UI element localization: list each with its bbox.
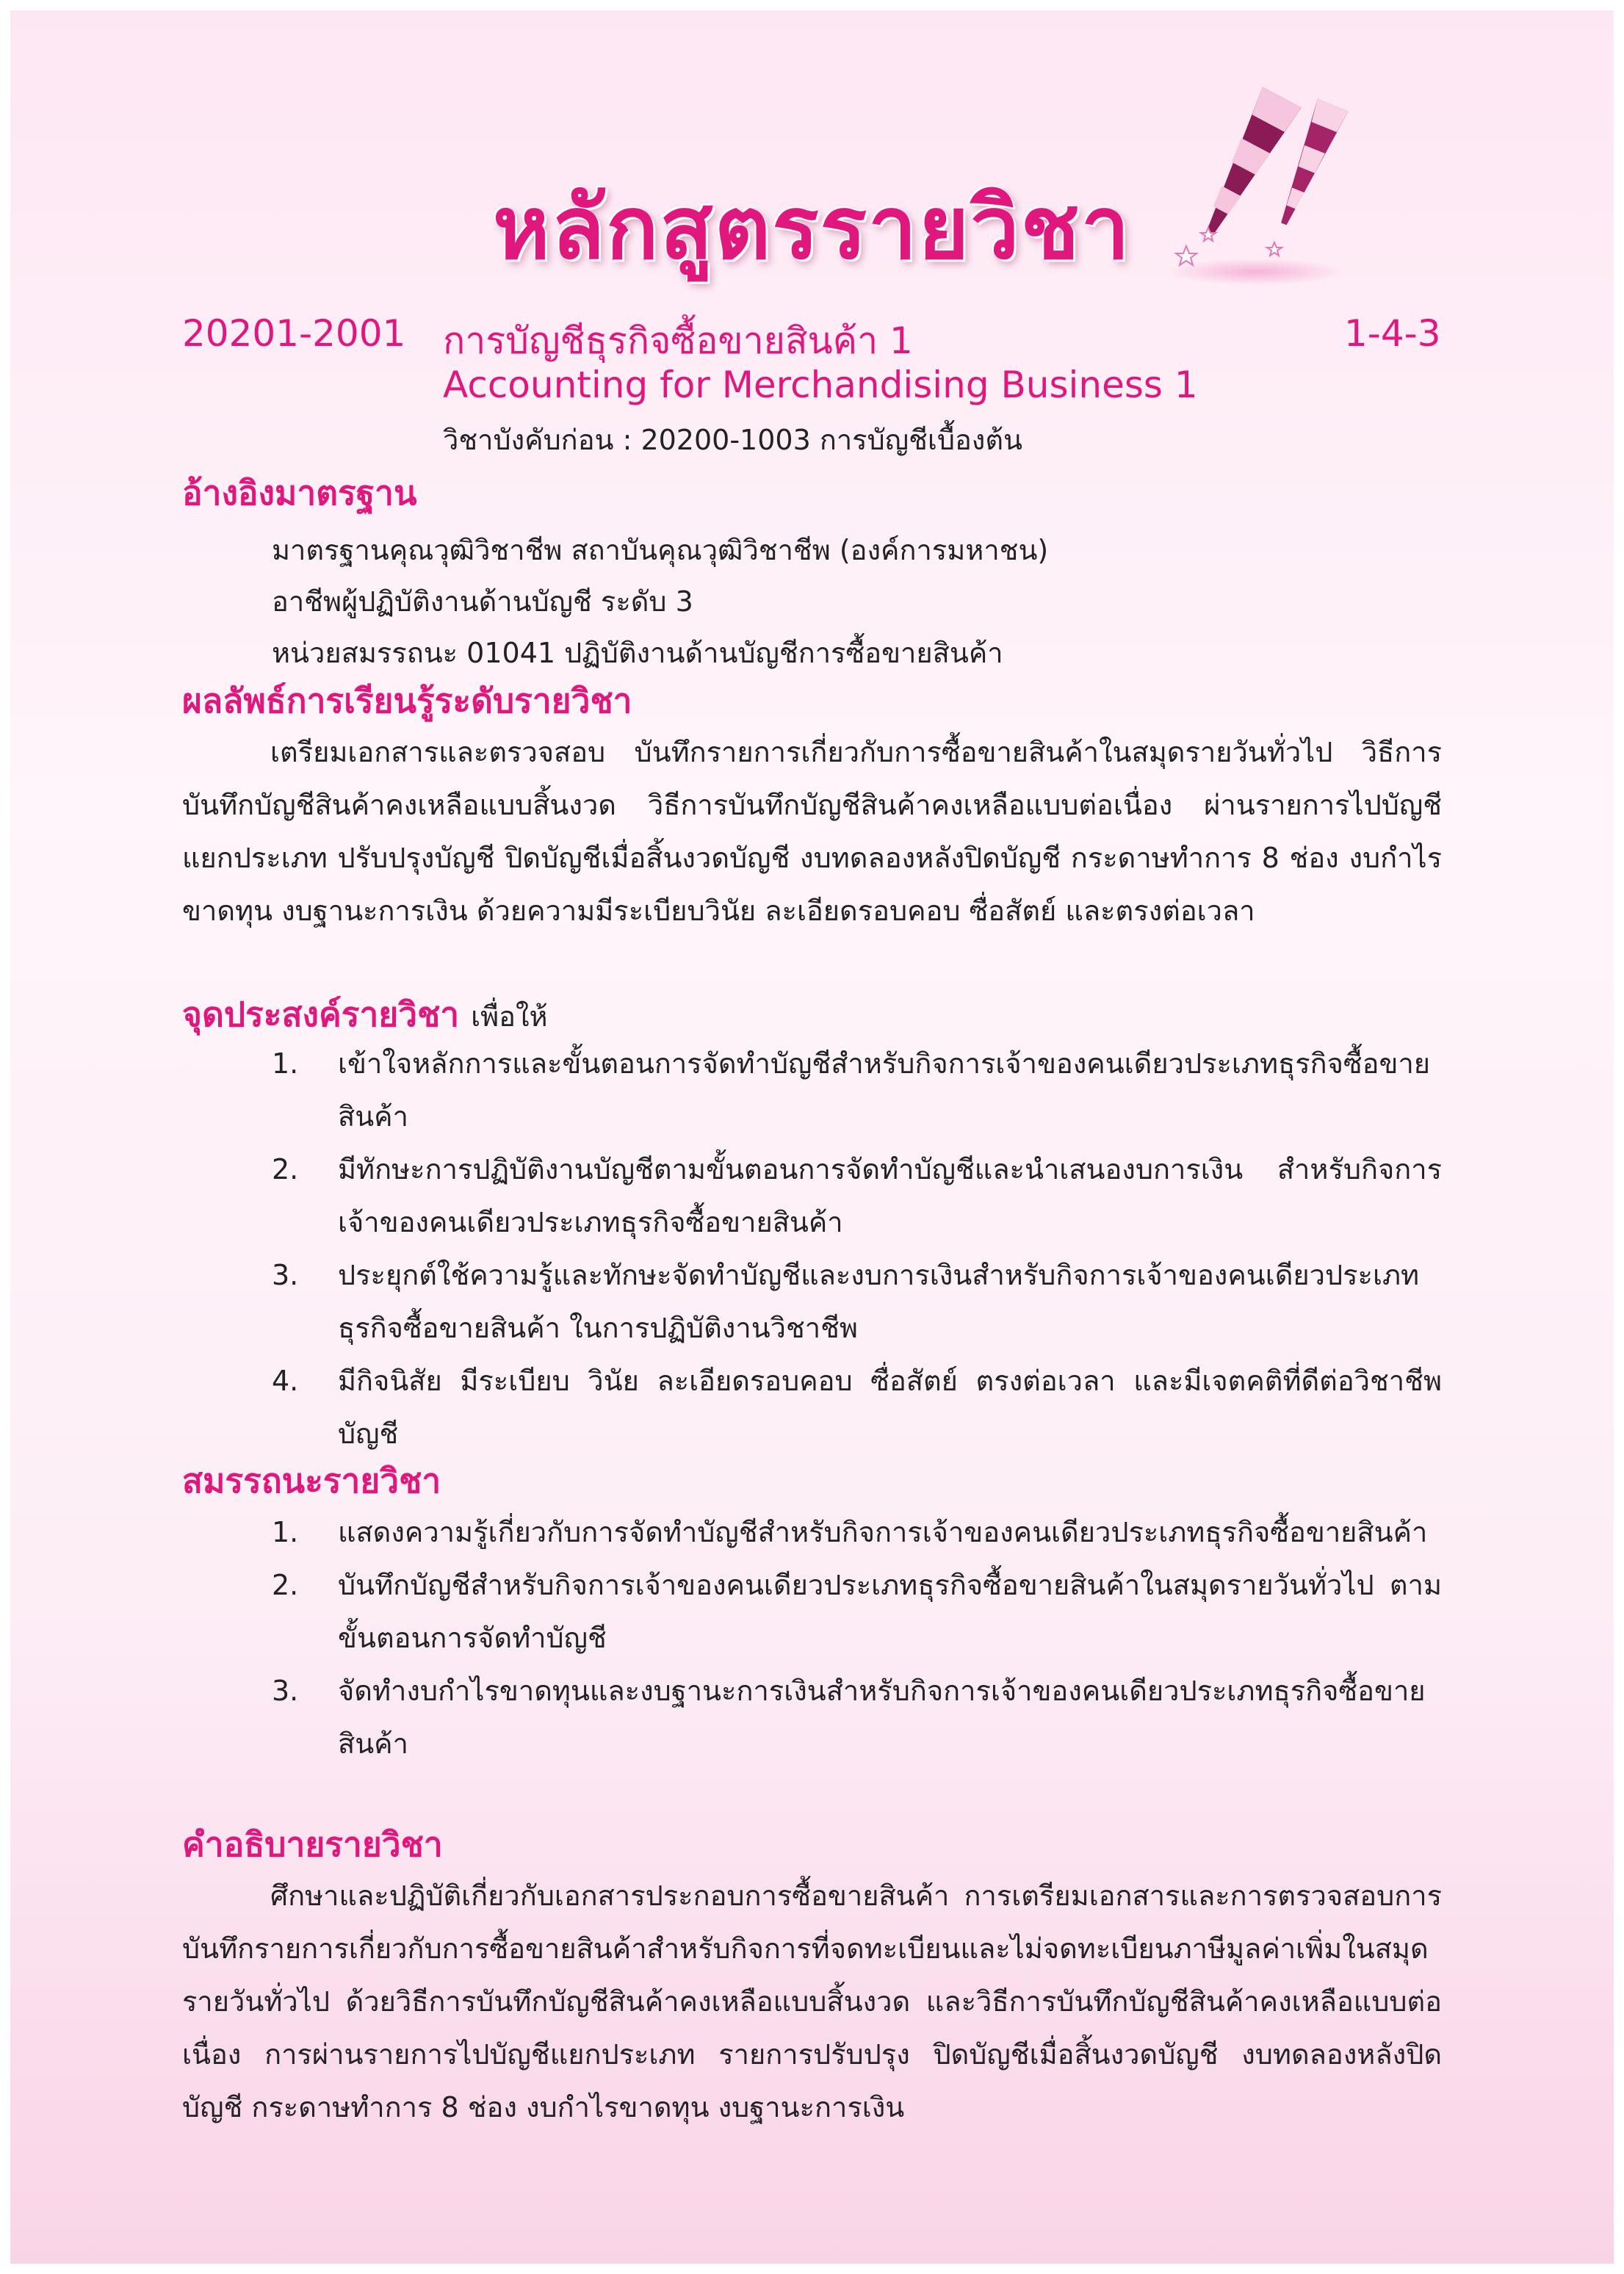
objectives-heading (182, 988, 548, 1042)
objective-text: ประยุกต์ใช้ความรู้และทักษะจัดทำบัญชีและงบการเงินสำหรับกิจการเจ้าของคนเดียวประเภทธุรกิจซื้อขายสินค้า ในการปฏิบัติงานวิชาชีพ (338, 1259, 1420, 1344)
objective-item (272, 1249, 1442, 1354)
competency-item (272, 1664, 1442, 1770)
competency-item (272, 1506, 1442, 1559)
competency-item (272, 1559, 1442, 1664)
description-heading: คำอธิบายรายวิชา (182, 1824, 443, 1864)
course-title-th: การบัญชีธุรกิจซื้อขายสินค้า 1 (443, 320, 913, 362)
objectives-heading-text: จุดประสงค์รายวิชา (182, 995, 460, 1034)
objective-number: 3. (272, 1259, 299, 1291)
objective-item (272, 1037, 1442, 1143)
outcomes-heading: ผลลัพธ์การเรียนรู้ระดับรายวิชา (182, 681, 632, 721)
objective-item (272, 1354, 1442, 1460)
objective-text: มีกิจนิสัย มีระเบียบ วินัย ละเอียดรอบคอบ ซื่อสัตย์ ตรงต่อเวลา และมีเจตคติที่ดีต่อวิชาชีพบัญชี (338, 1365, 1442, 1450)
standards-heading: อ้างอิงมาตรฐาน (182, 473, 417, 513)
objective-text: เข้าใจหลักการและขั้นตอนการจัดทำบัญชีสำหรับกิจการเจ้าของคนเดียวประเภทธุรกิจซื้อขายสินค้า (338, 1047, 1431, 1133)
standard-line-2: อาชีพผู้ปฏิบัติงานด้านบัญชี ระดับ 3 (272, 585, 693, 618)
competency-number: 1. (272, 1516, 299, 1548)
competency-text: จัดทำงบกำไรขาดทุนและงบฐานะการเงินสำหรับกิจการเจ้าของคนเดียวประเภทธุรกิจซื้อขายสินค้า (338, 1675, 1426, 1760)
outcomes-paragraph: เตรียมเอกสารและตรวจสอบ บันทึกรายการเกี่ยวกับการซื้อขายสินค้าในสมุดรายวันทั่วไป วิธีการบันทึกบัญชีสินค้าคงเหลือแบบสิ้นงวด วิธีการบันทึกบัญชีสินค้าคงเหลือแบบต่อเนื่อง ผ่านรายการไปบัญชีแยกประเภท ปรับปรุงบัญชี ปิดบัญชีเมื่อสิ้นงวดบัญชี งบทดลองหลังปิดบัญชี กระดาษทำการ 8 ช่อง งบกำไรขาดทุน งบฐานะการเงิน ด้วยความมีระเบียบวินัย ละเอียดรอบคอบ ซื่อสัตย์ และตรงต่อเวลา (182, 736, 1442, 927)
standard-line-1: มาตรฐานคุณวุฒิวิชาชีพ สถาบันคุณวุฒิวิชาชีพ (องค์การมหาชน) (272, 534, 1049, 566)
course-credits: 1-4-3 (1344, 312, 1441, 355)
objective-number: 1. (272, 1047, 299, 1080)
course-code: 20201-2001 (182, 312, 406, 355)
objectives-list (272, 1037, 1442, 1460)
prerequisite: วิชาบังคับก่อน : 20200-1003 การบัญชีเบื้องต้น (443, 424, 1023, 456)
standard-line-3: หน่วยสมรรถนะ 01041 ปฏิบัติงานด้านบัญชีการซื้อขายสินค้า (272, 637, 1003, 669)
competency-number: 2. (272, 1569, 299, 1601)
objective-text: มีทักษะการปฏิบัติงานบัญชีตามขั้นตอนการจัดทำบัญชีและนำเสนองบการเงิน สำหรับกิจการเจ้าของคนเดียวประเภทธุรกิจซื้อขายสินค้า (338, 1153, 1442, 1238)
competency-number: 3. (272, 1675, 299, 1707)
objectives-suffix: เพื่อให้ (471, 1000, 548, 1033)
objective-number: 4. (272, 1365, 299, 1397)
objective-number: 2. (272, 1153, 299, 1185)
competency-text: บันทึกบัญชีสำหรับกิจการเจ้าของคนเดียวประเภทธุรกิจซื้อขายสินค้าในสมุดรายวันทั่วไป ตามขั้นตอนการจัดทำบัญชี (338, 1569, 1442, 1654)
objective-item (272, 1143, 1442, 1249)
page-title: หลักสูตรรายวิชา (493, 177, 1131, 278)
competency-text: แสดงความรู้เกี่ยวกับการจัดทำบัญชีสำหรับกิจการเจ้าของคนเดียวประเภทธุรกิจซื้อขายสินค้า (338, 1516, 1428, 1548)
description-paragraph: ศึกษาและปฏิบัติเกี่ยวกับเอกสารประกอบการซื้อขายสินค้า การเตรียมเอกสารและการตรวจสอบการบันทึกรายการเกี่ยวกับการซื้อขายสินค้าสำหรับกิจการที่จดทะเบียนและไม่จดทะเบียนภาษีมูลค่าเพิ่มในสมุดรายวันทั่วไป ด้วยวิธีการบันทึกบัญชีสินค้าคงเหลือแบบสิ้นงวด และวิธีการบันทึกบัญชีสินค้าคงเหลือแบบต่อเนื่อง การผ่านรายการไปบัญชีแยกประเภท รายการปรับปรุง ปิดบัญชีเมื่อสิ้นงวดบัญชี งบทดลองหลังปิดบัญชี กระดาษทำการ 8 ช่อง งบกำไรขาดทุน งบฐานะการเงิน (182, 1880, 1442, 2123)
course-title-en: Accounting for Merchandising Business 1 (443, 364, 1198, 406)
competencies-heading: สมรรถนะรายวิชา (182, 1461, 441, 1501)
competencies-list (272, 1506, 1442, 1770)
